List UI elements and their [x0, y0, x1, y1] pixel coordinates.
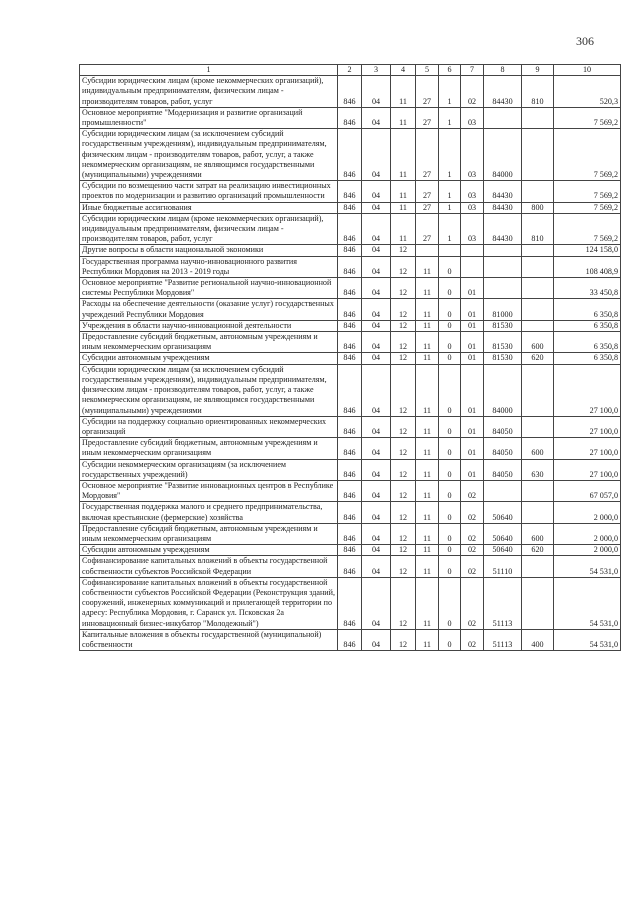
subsection-code: 12	[391, 459, 416, 480]
expense-type-code: 620	[522, 353, 554, 364]
table-row	[80, 556, 621, 577]
subsection-code: 12	[391, 320, 416, 331]
amount: 27 100,0	[554, 459, 621, 480]
table-row	[80, 256, 621, 277]
direction-code: 84050	[484, 416, 522, 437]
expense-type-code	[522, 320, 554, 331]
program-code: 11	[416, 364, 439, 416]
expense-type-code	[522, 129, 554, 181]
section-code: 04	[362, 438, 391, 459]
amount: 7 569,2	[554, 181, 621, 202]
amount: 54 531,0	[554, 629, 621, 650]
expense-type-code	[522, 577, 554, 629]
table-row	[80, 332, 621, 353]
measure-code: 02	[461, 629, 484, 650]
table-row	[80, 107, 621, 128]
expense-type-code: 600	[522, 332, 554, 353]
subsection-code: 11	[391, 202, 416, 213]
subprogram-code: 0	[439, 320, 461, 331]
table-row	[80, 320, 621, 331]
table-row	[80, 181, 621, 202]
amount: 67 057,0	[554, 480, 621, 501]
expense-type-code	[522, 556, 554, 577]
subsection-code: 12	[391, 245, 416, 256]
section-code: 04	[362, 107, 391, 128]
row-name: Субсидии юридическим лицам (кроме некоммерческих организаций), индивидуальным предпринимателям, физическим лицам - производителям товаров, работ, услуг	[80, 213, 338, 245]
row-name: Расходы на обеспечение деятельности (оказание услуг) государственных учреждений Республики Мордовия	[80, 299, 338, 320]
ministry-code: 846	[338, 213, 362, 245]
amount: 27 100,0	[554, 416, 621, 437]
row-name: Субсидии юридическим лицам (за исключением субсидий государственным учреждениям), индивидуальным предпринимателям, физическим лицам - производителям товаров, работ, услуг, а также некоммерческим организациям, не являющимся государственными (муниципальными) учреждениями	[80, 364, 338, 416]
ministry-code: 846	[338, 556, 362, 577]
program-code: 11	[416, 320, 439, 331]
measure-code: 01	[461, 320, 484, 331]
section-code: 04	[362, 129, 391, 181]
direction-code: 84000	[484, 129, 522, 181]
column-header: 6	[439, 65, 461, 76]
expense-type-code: 810	[522, 76, 554, 108]
section-code: 04	[362, 245, 391, 256]
direction-code: 81530	[484, 320, 522, 331]
program-code: 11	[416, 438, 439, 459]
amount: 54 531,0	[554, 556, 621, 577]
direction-code: 84430	[484, 181, 522, 202]
expense-type-code	[522, 245, 554, 256]
direction-code: 50640	[484, 523, 522, 544]
ministry-code: 846	[338, 364, 362, 416]
ministry-code: 846	[338, 577, 362, 629]
row-name: Софинансирование капитальных вложений в объекты государственной собственности субъектов Российской Федерации (Реконструкция зданий, сооружений, инженерных коммуникаций и прилегающей территории по адресу: Республика Мордовия, г. Саранск ул. Псковская 2а инновационный бизнес-инкубатор "Молодежный")	[80, 577, 338, 629]
expense-type-code	[522, 256, 554, 277]
direction-code	[484, 256, 522, 277]
ministry-code: 846	[338, 438, 362, 459]
section-code: 04	[362, 556, 391, 577]
ministry-code: 846	[338, 480, 362, 501]
direction-code: 84050	[484, 459, 522, 480]
table-row	[80, 129, 621, 181]
expense-type-code: 800	[522, 202, 554, 213]
section-code: 04	[362, 332, 391, 353]
measure-code: 01	[461, 364, 484, 416]
subprogram-code: 0	[439, 364, 461, 416]
table-row	[80, 629, 621, 650]
subprogram-code: 0	[439, 556, 461, 577]
section-code: 04	[362, 213, 391, 245]
direction-code: 84430	[484, 76, 522, 108]
column-header: 5	[416, 65, 439, 76]
amount: 54 531,0	[554, 577, 621, 629]
direction-code: 51113	[484, 577, 522, 629]
column-header: 10	[554, 65, 621, 76]
measure-code: 03	[461, 202, 484, 213]
subprogram-code: 0	[439, 577, 461, 629]
direction-code: 50640	[484, 545, 522, 556]
direction-code: 84430	[484, 202, 522, 213]
subsection-code: 12	[391, 438, 416, 459]
program-code: 11	[416, 256, 439, 277]
row-name: Софинансирование капитальных вложений в объекты государственной собственности субъектов Российской Федерации	[80, 556, 338, 577]
table-row	[80, 202, 621, 213]
subsection-code: 12	[391, 556, 416, 577]
expense-type-code: 630	[522, 459, 554, 480]
table-row	[80, 523, 621, 544]
direction-code: 84000	[484, 364, 522, 416]
expense-type-code: 600	[522, 523, 554, 544]
column-header: 3	[362, 65, 391, 76]
measure-code: 02	[461, 556, 484, 577]
subsection-code: 11	[391, 129, 416, 181]
ministry-code: 846	[338, 299, 362, 320]
measure-code: 01	[461, 416, 484, 437]
ministry-code: 846	[338, 459, 362, 480]
row-name: Основное мероприятие "Модернизация и развитие организаций промышленности"	[80, 107, 338, 128]
row-name: Другие вопросы в области национальной экономики	[80, 245, 338, 256]
expense-type-code	[522, 107, 554, 128]
table-row	[80, 545, 621, 556]
amount: 7 569,2	[554, 213, 621, 245]
table-row	[80, 416, 621, 437]
subsection-code: 12	[391, 364, 416, 416]
amount: 520,3	[554, 76, 621, 108]
subprogram-code: 1	[439, 202, 461, 213]
ministry-code: 846	[338, 278, 362, 299]
table-row	[80, 480, 621, 501]
ministry-code: 846	[338, 332, 362, 353]
table-row	[80, 278, 621, 299]
table-row	[80, 353, 621, 364]
section-code: 04	[362, 320, 391, 331]
subprogram-code: 0	[439, 416, 461, 437]
subsection-code: 11	[391, 181, 416, 202]
subprogram-code: 0	[439, 278, 461, 299]
subsection-code: 11	[391, 213, 416, 245]
measure-code: 03	[461, 107, 484, 128]
row-name: Субсидии юридическим лицам (кроме некоммерческих организаций), индивидуальным предпринимателям, физическим лицам - производителям товаров, работ, услуг	[80, 76, 338, 108]
amount: 27 100,0	[554, 364, 621, 416]
subprogram-code: 0	[439, 480, 461, 501]
ministry-code: 846	[338, 181, 362, 202]
expense-type-code: 810	[522, 213, 554, 245]
direction-code	[484, 480, 522, 501]
amount: 6 350,8	[554, 353, 621, 364]
section-code: 04	[362, 181, 391, 202]
subprogram-code: 0	[439, 353, 461, 364]
amount: 6 350,8	[554, 299, 621, 320]
column-header: 1	[80, 65, 338, 76]
section-code: 04	[362, 502, 391, 523]
row-name: Основное мероприятие "Развитие инновационных центров в Республике Мордовия"	[80, 480, 338, 501]
direction-code	[484, 245, 522, 256]
section-code: 04	[362, 459, 391, 480]
table-row	[80, 438, 621, 459]
expense-type-code	[522, 278, 554, 299]
table-row	[80, 76, 621, 108]
measure-code: 02	[461, 577, 484, 629]
ministry-code: 846	[338, 76, 362, 108]
subsection-code: 11	[391, 107, 416, 128]
table-row	[80, 459, 621, 480]
table-row	[80, 364, 621, 416]
measure-code: 01	[461, 353, 484, 364]
table-row	[80, 245, 621, 256]
ministry-code: 846	[338, 107, 362, 128]
program-code: 27	[416, 76, 439, 108]
expense-type-code: 600	[522, 438, 554, 459]
subprogram-code: 0	[439, 545, 461, 556]
direction-code: 84050	[484, 438, 522, 459]
section-code: 04	[362, 629, 391, 650]
program-code: 27	[416, 107, 439, 128]
subprogram-code: 1	[439, 129, 461, 181]
row-name: Капитальные вложения в объекты государственной (муниципальной) собственности	[80, 629, 338, 650]
subprogram-code: 1	[439, 76, 461, 108]
subprogram-code: 1	[439, 107, 461, 128]
amount: 7 569,2	[554, 107, 621, 128]
subsection-code: 12	[391, 278, 416, 299]
row-name: Государственная программа научно-инновационного развития Республики Мордовия на 2013 - 2019 годы	[80, 256, 338, 277]
direction-code: 84430	[484, 213, 522, 245]
measure-code: 01	[461, 438, 484, 459]
measure-code: 02	[461, 502, 484, 523]
expense-type-code: 620	[522, 545, 554, 556]
program-code: 11	[416, 629, 439, 650]
row-name: Предоставление субсидий бюджетным, автономным учреждениям и иным некоммерческим организациям	[80, 438, 338, 459]
amount: 2 000,0	[554, 545, 621, 556]
table-header-row	[80, 65, 621, 76]
ministry-code: 846	[338, 502, 362, 523]
ministry-code: 846	[338, 629, 362, 650]
direction-code: 81530	[484, 332, 522, 353]
expense-type-code: 400	[522, 629, 554, 650]
section-code: 04	[362, 523, 391, 544]
direction-code: 81530	[484, 353, 522, 364]
measure-code: 02	[461, 76, 484, 108]
subprogram-code: 0	[439, 523, 461, 544]
measure-code: 03	[461, 213, 484, 245]
subsection-code: 12	[391, 332, 416, 353]
section-code: 04	[362, 353, 391, 364]
program-code: 11	[416, 299, 439, 320]
ministry-code: 846	[338, 245, 362, 256]
amount: 2 000,0	[554, 502, 621, 523]
program-code: 11	[416, 502, 439, 523]
subprogram-code: 0	[439, 332, 461, 353]
row-name: Основное мероприятие "Развитие региональной научно-инновационной системы Республики Мордовия"	[80, 278, 338, 299]
amount: 124 158,0	[554, 245, 621, 256]
program-code: 11	[416, 353, 439, 364]
subprogram-code: 0	[439, 438, 461, 459]
row-name: Субсидии автономным учреждениям	[80, 545, 338, 556]
row-name: Субсидии некоммерческим организациям (за исключением государственных учреждений)	[80, 459, 338, 480]
expense-type-code	[522, 502, 554, 523]
subprogram-code: 1	[439, 181, 461, 202]
budget-table	[79, 64, 621, 651]
program-code: 11	[416, 416, 439, 437]
ministry-code: 846	[338, 523, 362, 544]
program-code: 11	[416, 523, 439, 544]
section-code: 04	[362, 364, 391, 416]
expense-type-code	[522, 416, 554, 437]
row-name: Субсидии на поддержку социально ориентированных некоммерческих организаций	[80, 416, 338, 437]
direction-code: 81000	[484, 299, 522, 320]
measure-code: 03	[461, 129, 484, 181]
subsection-code: 12	[391, 545, 416, 556]
row-name: Субсидии юридическим лицам (за исключением субсидий государственным учреждениям), индивидуальным предпринимателям, физическим лицам - производителям товаров, работ, услуг, а также некоммерческим организациям, не являющимся государственными (муниципальными) учреждениями	[80, 129, 338, 181]
row-name: Иные бюджетные ассигнования	[80, 202, 338, 213]
amount: 27 100,0	[554, 438, 621, 459]
row-name: Субсидии по возмещению части затрат на реализацию инвестиционных проектов по модернизации и развитию организаций промышленности	[80, 181, 338, 202]
subsection-code: 12	[391, 480, 416, 501]
program-code: 11	[416, 545, 439, 556]
table-row	[80, 299, 621, 320]
measure-code	[461, 245, 484, 256]
measure-code: 02	[461, 545, 484, 556]
section-code: 04	[362, 545, 391, 556]
amount: 6 350,8	[554, 320, 621, 331]
column-header: 8	[484, 65, 522, 76]
amount: 108 408,9	[554, 256, 621, 277]
program-code: 11	[416, 577, 439, 629]
direction-code	[484, 107, 522, 128]
row-name: Государственная поддержка малого и среднего предпринимательства, включая крестьянские (фермерские) хозяйства	[80, 502, 338, 523]
expense-type-code	[522, 480, 554, 501]
measure-code: 02	[461, 480, 484, 501]
program-code: 11	[416, 480, 439, 501]
ministry-code: 846	[338, 353, 362, 364]
subprogram-code: 0	[439, 459, 461, 480]
program-code: 11	[416, 459, 439, 480]
table-row	[80, 577, 621, 629]
amount: 2 000,0	[554, 523, 621, 544]
column-header: 7	[461, 65, 484, 76]
section-code: 04	[362, 480, 391, 501]
table-body	[80, 76, 621, 651]
direction-code	[484, 278, 522, 299]
measure-code	[461, 256, 484, 277]
ministry-code: 846	[338, 320, 362, 331]
program-code: 27	[416, 202, 439, 213]
direction-code: 50640	[484, 502, 522, 523]
measure-code: 02	[461, 523, 484, 544]
subsection-code: 12	[391, 416, 416, 437]
amount: 6 350,8	[554, 332, 621, 353]
measure-code: 01	[461, 278, 484, 299]
subsection-code: 12	[391, 502, 416, 523]
row-name: Предоставление субсидий бюджетным, автономным учреждениям и иным некоммерческим организациям	[80, 332, 338, 353]
ministry-code: 846	[338, 129, 362, 181]
program-code: 11	[416, 278, 439, 299]
program-code: 27	[416, 129, 439, 181]
amount: 7 569,2	[554, 202, 621, 213]
program-code	[416, 245, 439, 256]
section-code: 04	[362, 256, 391, 277]
subprogram-code: 0	[439, 299, 461, 320]
subsection-code: 12	[391, 523, 416, 544]
expense-type-code	[522, 181, 554, 202]
measure-code: 03	[461, 181, 484, 202]
ministry-code: 846	[338, 202, 362, 213]
subsection-code: 12	[391, 577, 416, 629]
direction-code: 51110	[484, 556, 522, 577]
page-number: 306	[576, 34, 594, 48]
subprogram-code: 0	[439, 629, 461, 650]
subsection-code: 11	[391, 76, 416, 108]
subprogram-code: 0	[439, 256, 461, 277]
subprogram-code	[439, 245, 461, 256]
column-header: 9	[522, 65, 554, 76]
measure-code: 01	[461, 299, 484, 320]
subprogram-code: 0	[439, 502, 461, 523]
subsection-code: 12	[391, 299, 416, 320]
subsection-code: 12	[391, 256, 416, 277]
expense-type-code	[522, 299, 554, 320]
program-code: 11	[416, 556, 439, 577]
row-name: Предоставление субсидий бюджетным, автономным учреждениям и иным некоммерческим организациям	[80, 523, 338, 544]
ministry-code: 846	[338, 256, 362, 277]
direction-code: 51113	[484, 629, 522, 650]
section-code: 04	[362, 416, 391, 437]
table-row	[80, 502, 621, 523]
program-code: 27	[416, 181, 439, 202]
expense-type-code	[522, 364, 554, 416]
program-code: 11	[416, 332, 439, 353]
section-code: 04	[362, 299, 391, 320]
column-header: 4	[391, 65, 416, 76]
amount: 7 569,2	[554, 129, 621, 181]
row-name: Учреждения в области научно-инновационной деятельности	[80, 320, 338, 331]
table-row	[80, 213, 621, 245]
row-name: Субсидии автономным учреждениям	[80, 353, 338, 364]
program-code: 27	[416, 213, 439, 245]
section-code: 04	[362, 76, 391, 108]
subsection-code: 12	[391, 629, 416, 650]
section-code: 04	[362, 577, 391, 629]
subsection-code: 12	[391, 353, 416, 364]
measure-code: 01	[461, 459, 484, 480]
amount: 33 450,8	[554, 278, 621, 299]
section-code: 04	[362, 202, 391, 213]
ministry-code: 846	[338, 545, 362, 556]
ministry-code: 846	[338, 416, 362, 437]
subprogram-code: 1	[439, 213, 461, 245]
column-header: 2	[338, 65, 362, 76]
section-code: 04	[362, 278, 391, 299]
measure-code: 01	[461, 332, 484, 353]
